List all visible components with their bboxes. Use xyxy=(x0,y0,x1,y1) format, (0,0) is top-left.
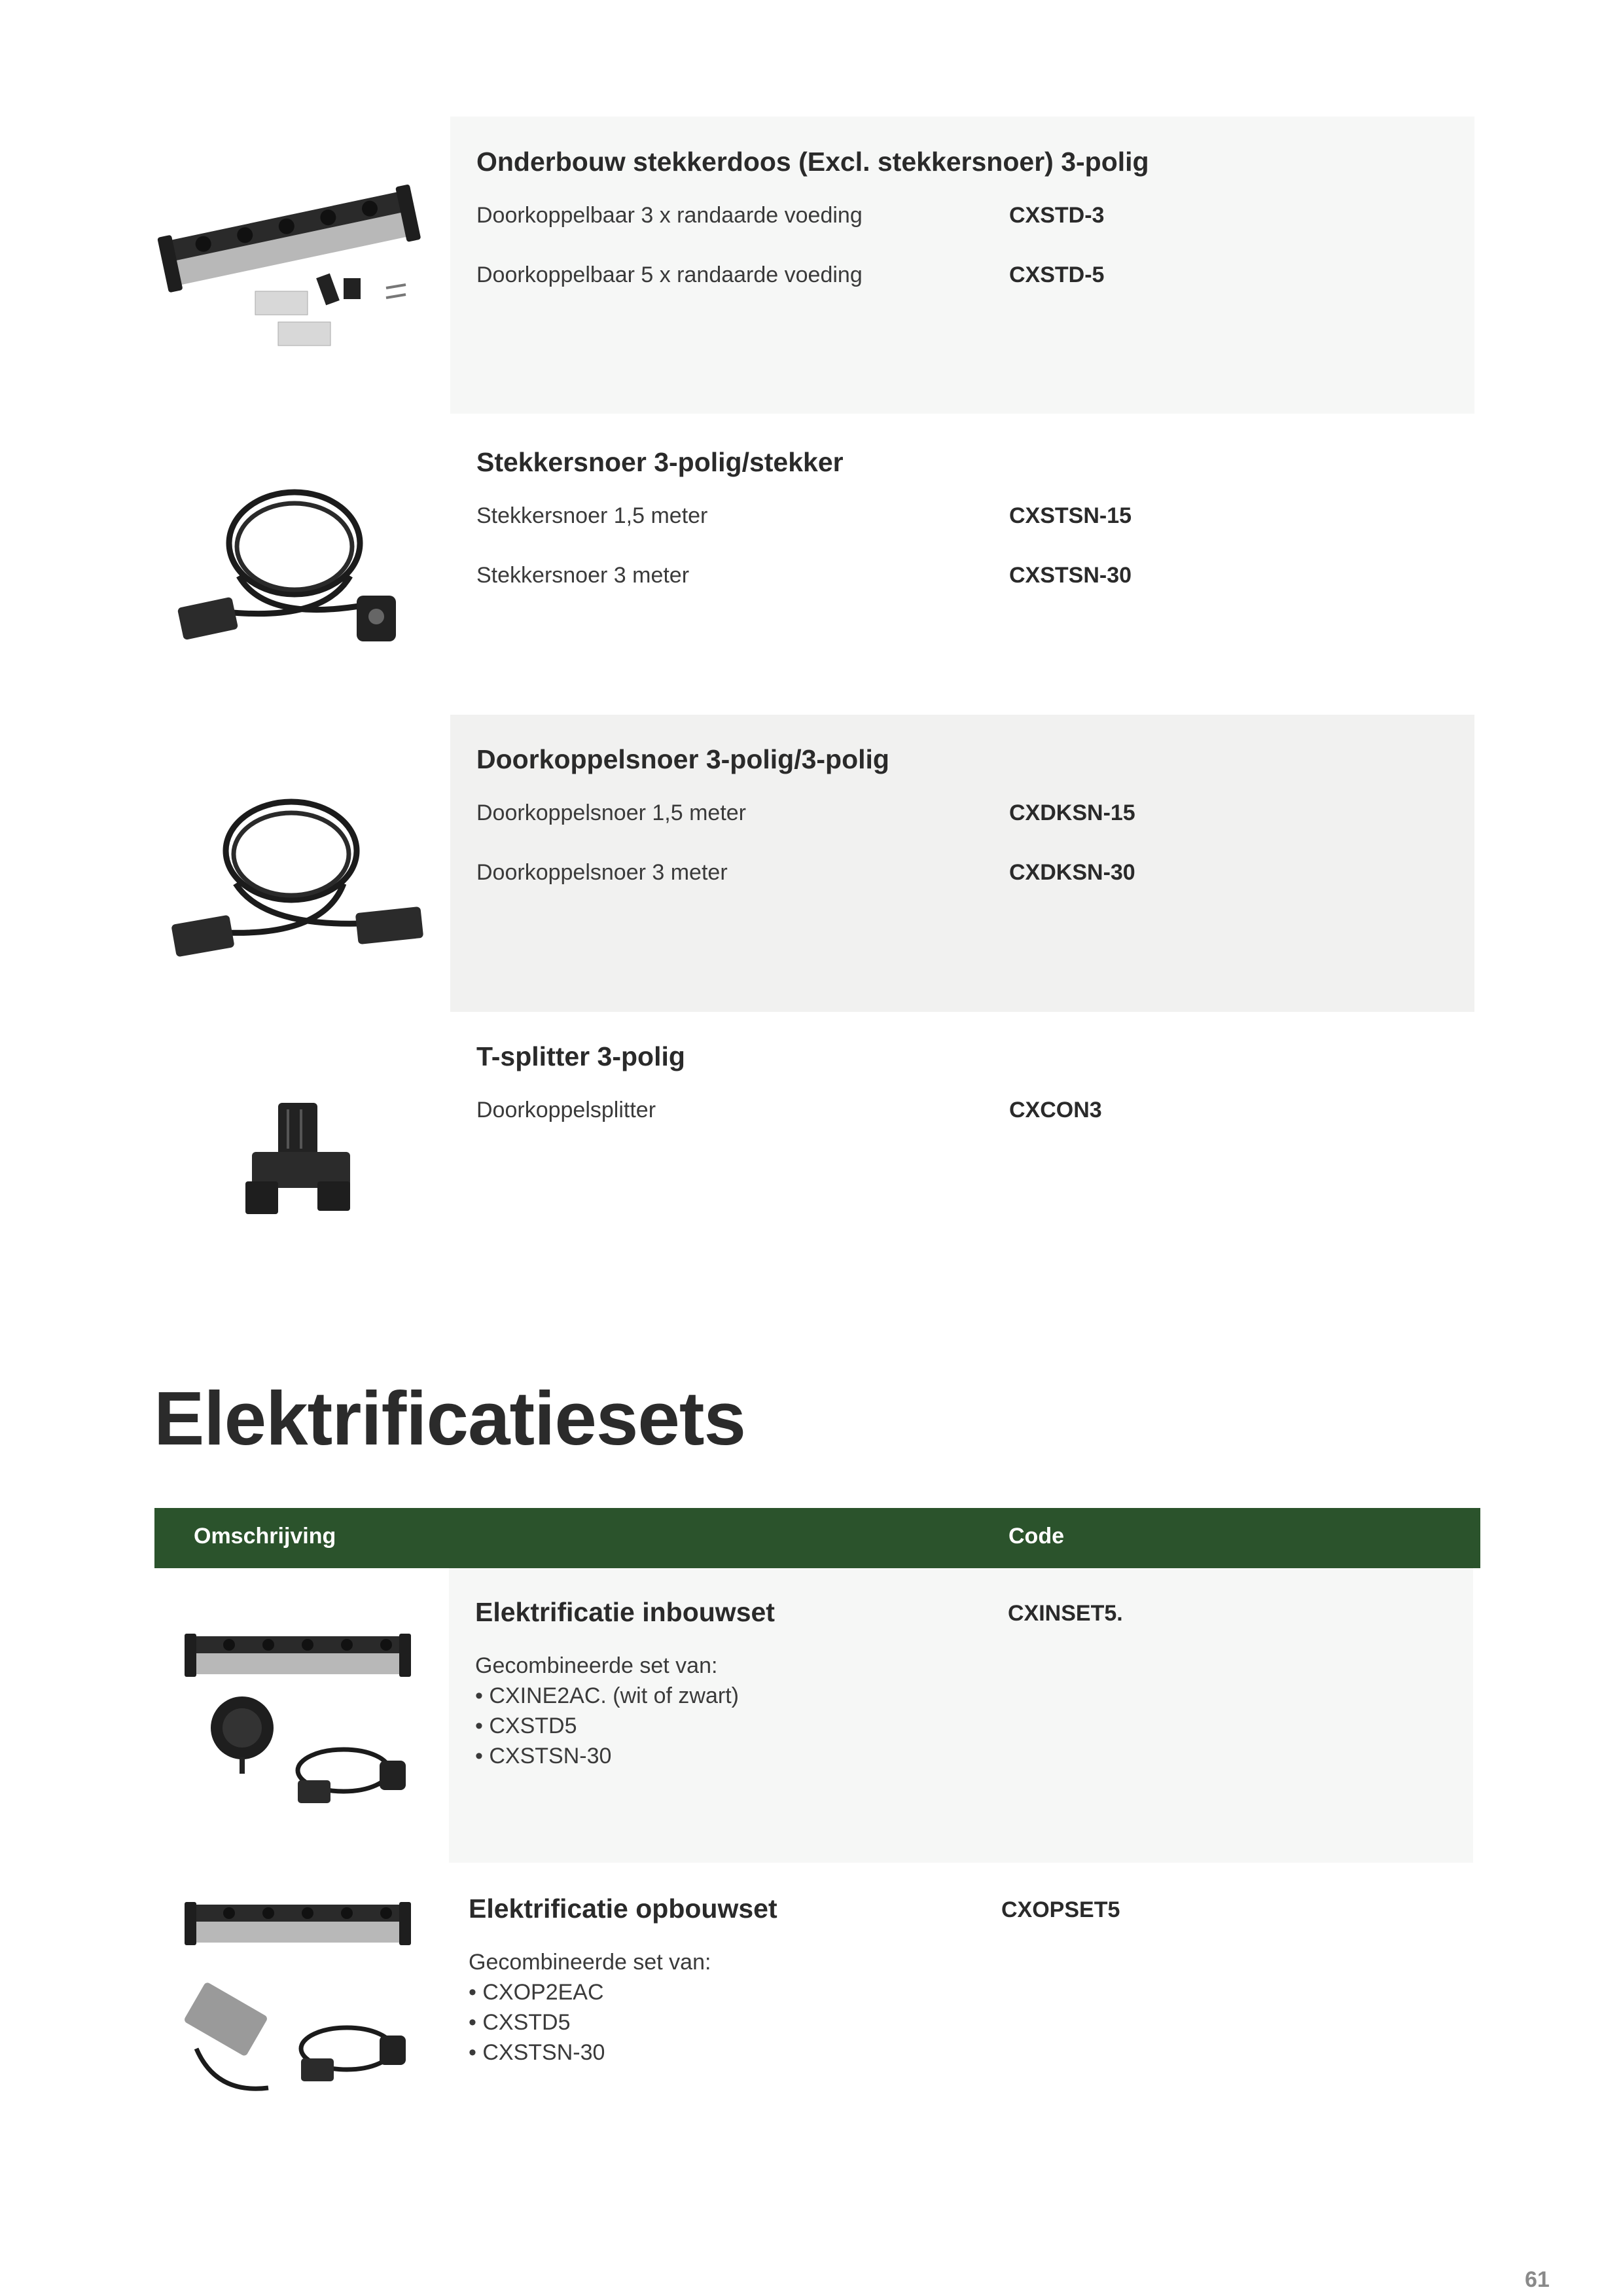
set-intro: Gecombineerde set van: xyxy=(469,1950,711,1975)
product-row-description: Doorkoppelsnoer 3 meter xyxy=(476,860,728,885)
inbouwset-image xyxy=(183,1630,419,1813)
set-intro: Gecombineerde set van: xyxy=(475,1653,718,1678)
set-item: • CXSTSN-30 xyxy=(469,2040,605,2065)
set-contents xyxy=(469,1947,711,2068)
product-row-description: Doorkoppelbaar 3 x randaarde voeding xyxy=(476,203,863,228)
product-row-code: CXDKSN-30 xyxy=(1009,860,1135,885)
power-strip-image xyxy=(157,170,425,367)
set-item: • CXINE2AC. (wit of zwart) xyxy=(475,1683,739,1708)
set-item: • CXOP2EAC xyxy=(469,1980,604,2005)
t-splitter-image xyxy=(239,1096,370,1221)
set-item: • CXSTD5 xyxy=(475,1713,577,1738)
product-row-description: Doorkoppelsplitter xyxy=(476,1098,656,1122)
product-title: Stekkersnoer 3-polig/stekker xyxy=(476,447,844,477)
set-item: • CXSTD5 xyxy=(469,2010,571,2035)
product-title: Doorkoppelsnoer 3-polig/3-polig xyxy=(476,744,889,774)
product-row-code: CXSTD-5 xyxy=(1009,262,1105,287)
set-title: Elektrificatie opbouwset xyxy=(469,1893,777,1924)
product-title: Onderbouw stekkerdoos (Excl. stekkersnoer) 3-polig xyxy=(476,147,1149,177)
page-number: 61 xyxy=(1525,2267,1550,2292)
product-row-description: Doorkoppelsnoer 1,5 meter xyxy=(476,800,747,825)
set-code: CXOPSET5 xyxy=(1001,1897,1120,1922)
product-row-description: Stekkersnoer 1,5 meter xyxy=(476,503,708,528)
opbouwset-image xyxy=(177,1898,419,2108)
product-row-description: Doorkoppelbaar 5 x randaarde voeding xyxy=(476,262,863,287)
set-title: Elektrificatie inbouwset xyxy=(475,1597,775,1627)
plug-cable-image xyxy=(167,471,422,661)
set-code: CXINSET5. xyxy=(1008,1601,1123,1626)
header-description: Omschrijving xyxy=(194,1524,336,1549)
link-cable-image xyxy=(167,785,435,969)
header-code: Code xyxy=(1008,1524,1064,1549)
product-row-code: CXSTSN-15 xyxy=(1009,503,1132,528)
product-title: T-splitter 3-polig xyxy=(476,1041,685,1071)
product-row-code: CXSTD-3 xyxy=(1009,203,1105,228)
section-title: Elektrificatiesets xyxy=(154,1376,746,1461)
product-row-code: CXDKSN-15 xyxy=(1009,800,1135,825)
set-contents xyxy=(475,1651,739,1771)
product-row-code: CXSTSN-30 xyxy=(1009,563,1132,588)
set-item: • CXSTSN-30 xyxy=(475,1744,612,1768)
table-header xyxy=(154,1508,1480,1568)
product-row-code: CXCON3 xyxy=(1009,1098,1102,1122)
product-row-description: Stekkersnoer 3 meter xyxy=(476,563,690,588)
